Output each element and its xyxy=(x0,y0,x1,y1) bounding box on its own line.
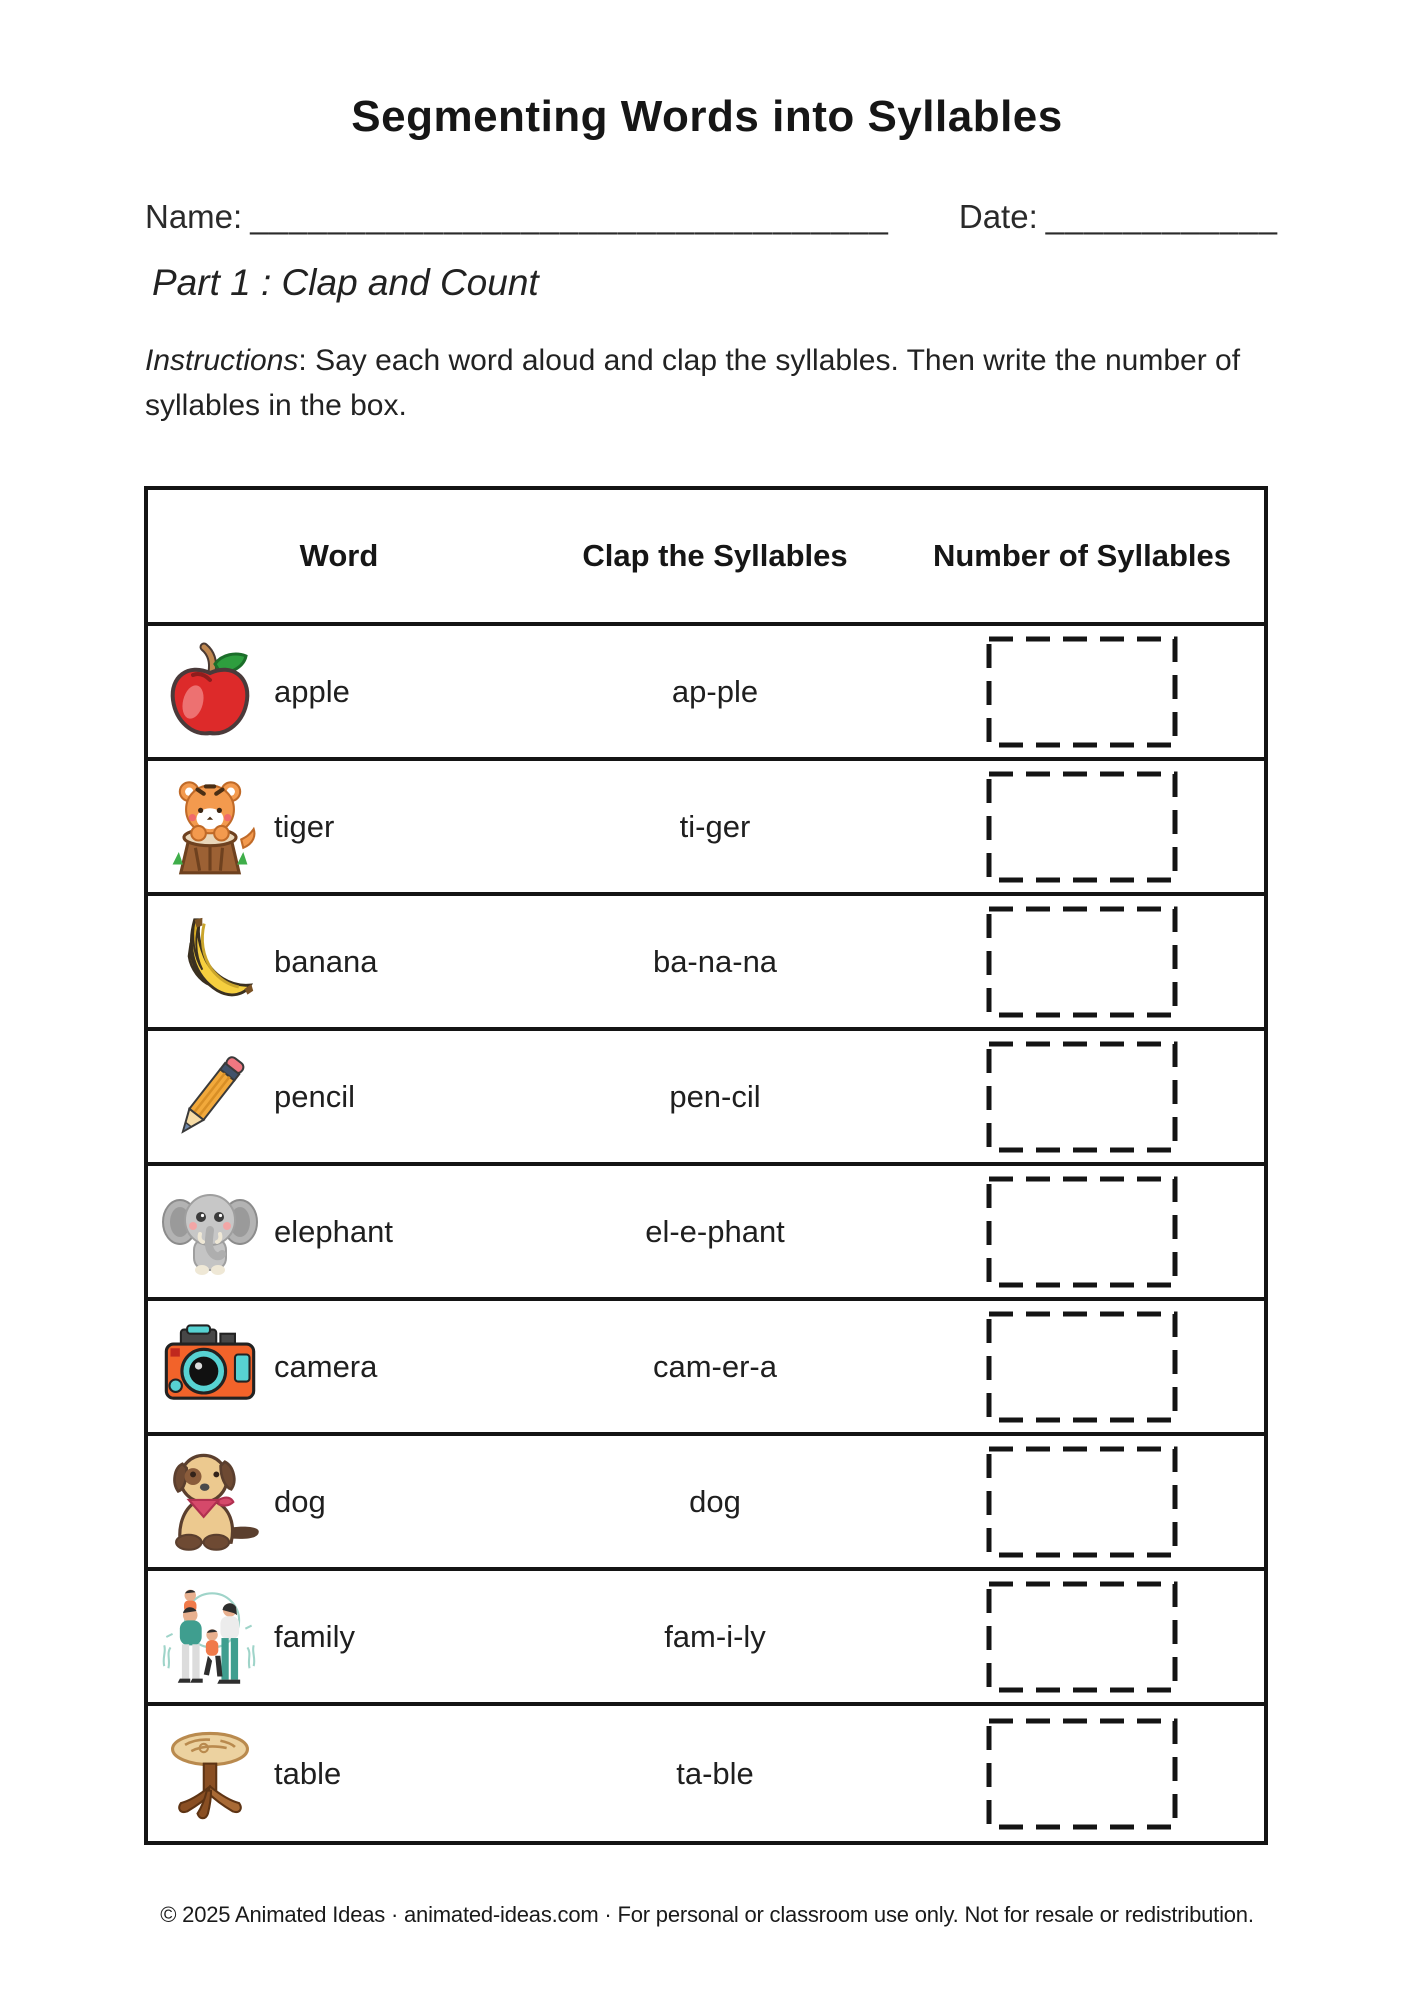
word-cell xyxy=(148,1579,530,1695)
table-row xyxy=(148,1571,1264,1706)
word-label: table xyxy=(274,1755,342,1791)
syllable-count-box[interactable] xyxy=(986,1718,1178,1830)
syllable-table xyxy=(144,486,1268,1845)
word-label: apple xyxy=(274,673,350,709)
box-cell xyxy=(900,1041,1264,1153)
name-input-line[interactable]: _________________________________ xyxy=(250,198,889,235)
syllable-label: ba-na-na xyxy=(652,943,778,979)
table-row xyxy=(148,1706,1264,1841)
syllable-label: fam-i-ly xyxy=(664,1618,766,1654)
word-cell xyxy=(148,904,530,1020)
syllable-label: ap-ple xyxy=(671,673,759,709)
syllable-label: cam-er-a xyxy=(652,1348,777,1384)
word-label: tiger xyxy=(274,808,335,844)
table-row xyxy=(148,761,1264,896)
word-cell xyxy=(148,1309,530,1425)
table-row xyxy=(148,896,1264,1031)
syllable-count-box[interactable] xyxy=(986,636,1178,748)
box-cell xyxy=(900,771,1264,883)
header-clap-syllables: Clap the Syllables xyxy=(582,538,848,573)
banana-icon xyxy=(156,904,264,1020)
syllable-count-box[interactable] xyxy=(986,1446,1178,1558)
syllable-count-box[interactable] xyxy=(986,1581,1178,1693)
copyright-footer: © 2025 Animated Ideas · animated-ideas.com · For personal or classroom use only. Not for resale or redistribution. xyxy=(160,1902,1254,1927)
box-cell xyxy=(900,636,1264,748)
syllable-count-box[interactable] xyxy=(986,771,1178,883)
family-icon xyxy=(156,1579,264,1695)
apple-icon xyxy=(156,634,264,750)
instructions-lead: Instructions xyxy=(145,344,299,377)
box-cell xyxy=(900,1446,1264,1558)
box-cell xyxy=(900,906,1264,1018)
header-word: Word xyxy=(299,538,379,573)
box-cell xyxy=(900,1176,1264,1288)
table-row xyxy=(148,1301,1264,1436)
syllable-label: ta-ble xyxy=(676,1755,754,1791)
section-heading: Part 1 : Clap and Count xyxy=(152,262,539,303)
word-label: pencil xyxy=(274,1078,355,1114)
word-cell xyxy=(148,1039,530,1155)
syllable-count-box[interactable] xyxy=(986,906,1178,1018)
word-cell xyxy=(148,634,530,750)
header-number-syllables: Number of Syllables xyxy=(932,538,1232,573)
syllable-count-box[interactable] xyxy=(986,1176,1178,1288)
box-cell xyxy=(900,1581,1264,1693)
word-cell xyxy=(148,1444,530,1560)
word-label: banana xyxy=(274,943,378,979)
syllable-label: pen-cil xyxy=(669,1078,761,1114)
table-row xyxy=(148,626,1264,761)
table-row xyxy=(148,1166,1264,1301)
name-label: Name: xyxy=(145,198,243,235)
instructions-text xyxy=(145,338,1270,428)
word-cell xyxy=(148,769,530,885)
word-label: dog xyxy=(274,1483,326,1519)
box-cell xyxy=(900,1311,1264,1423)
table-header-row xyxy=(148,490,1264,626)
word-label: family xyxy=(274,1618,355,1654)
table-icon xyxy=(156,1716,264,1832)
syllable-label: ti-ger xyxy=(679,808,751,844)
table-row xyxy=(148,1436,1264,1571)
tiger-icon xyxy=(156,769,264,885)
camera-icon xyxy=(156,1309,264,1425)
date-label: Date: xyxy=(958,198,1038,235)
syllable-count-box[interactable] xyxy=(986,1311,1178,1423)
word-cell xyxy=(148,1716,530,1832)
dog-icon xyxy=(156,1444,264,1560)
name-date-row xyxy=(145,198,1278,236)
box-cell xyxy=(900,1718,1264,1830)
syllable-count-box[interactable] xyxy=(986,1041,1178,1153)
word-label: elephant xyxy=(274,1213,393,1249)
date-input-line[interactable]: ____________ xyxy=(1045,198,1278,235)
syllable-label: el-e-phant xyxy=(645,1213,785,1249)
pencil-icon xyxy=(156,1039,264,1155)
word-cell xyxy=(148,1174,530,1290)
date-block xyxy=(959,198,1278,236)
word-row xyxy=(148,1031,1264,1166)
word-label: camera xyxy=(274,1348,378,1384)
elephant-icon xyxy=(156,1174,264,1290)
page-title: Segmenting Words into Syllables xyxy=(351,92,1063,141)
syllable-label: dog xyxy=(689,1483,741,1519)
instructions-body: : Say each word aloud and clap the syllables. Then write the number of syllables in the box. xyxy=(145,344,1241,422)
